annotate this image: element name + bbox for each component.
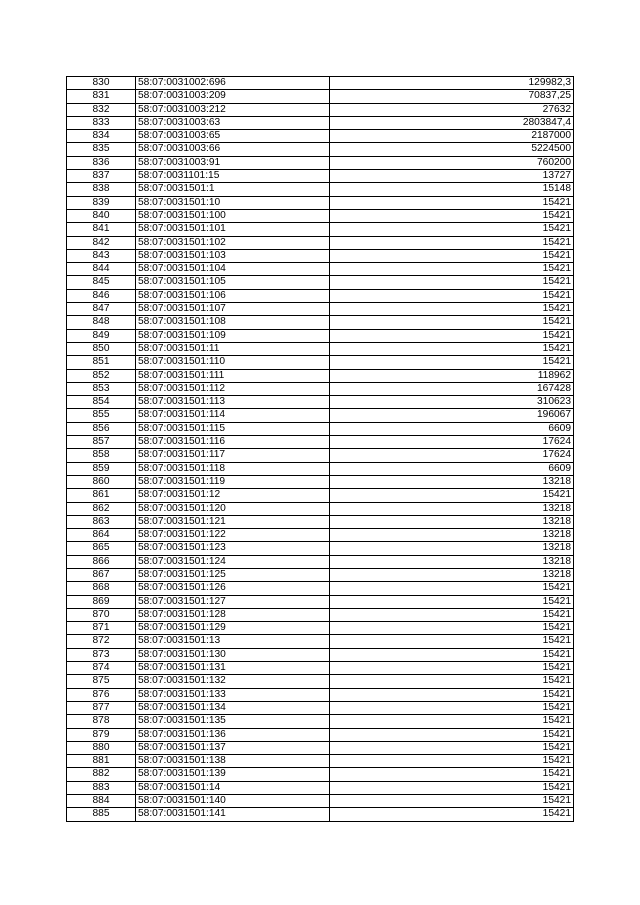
cadastral-number-cell: 58:07:0031501:130 — [136, 648, 330, 661]
value-cell: 27632 — [330, 103, 574, 116]
cadastral-number-cell: 58:07:0031501:131 — [136, 662, 330, 675]
row-number-cell: 842 — [67, 236, 136, 249]
table-row — [67, 422, 574, 435]
value-cell: 15421 — [330, 662, 574, 675]
table-row — [67, 688, 574, 701]
cadastral-number-cell: 58:07:0031501:127 — [136, 595, 330, 608]
row-number-cell: 861 — [67, 489, 136, 502]
table-row — [67, 595, 574, 608]
row-number-cell: 871 — [67, 622, 136, 635]
table-row — [67, 356, 574, 369]
cadastral-number-cell: 58:07:0031501:122 — [136, 529, 330, 542]
value-cell: 15421 — [330, 582, 574, 595]
value-cell: 13218 — [330, 475, 574, 488]
table-row — [67, 409, 574, 422]
cadastral-number-cell: 58:07:0031501:1 — [136, 183, 330, 196]
row-number-cell: 830 — [67, 77, 136, 90]
cadastral-number-cell: 58:07:0031501:124 — [136, 555, 330, 568]
table-row — [67, 608, 574, 621]
table-body — [67, 77, 574, 822]
row-number-cell: 838 — [67, 183, 136, 196]
cadastral-number-cell: 58:07:0031501:138 — [136, 755, 330, 768]
row-number-cell: 843 — [67, 249, 136, 262]
table-row — [67, 515, 574, 528]
cadastral-number-cell: 58:07:0031501:105 — [136, 276, 330, 289]
row-number-cell: 868 — [67, 582, 136, 595]
value-cell: 6609 — [330, 462, 574, 475]
row-number-cell: 854 — [67, 396, 136, 409]
value-cell: 15421 — [330, 608, 574, 621]
table-row — [67, 701, 574, 714]
row-number-cell: 875 — [67, 675, 136, 688]
value-cell: 15421 — [330, 249, 574, 262]
table-row — [67, 276, 574, 289]
value-cell: 13218 — [330, 502, 574, 515]
table-row — [67, 170, 574, 183]
cadastral-number-cell: 58:07:0031003:91 — [136, 156, 330, 169]
table-row — [67, 316, 574, 329]
value-cell: 15421 — [330, 196, 574, 209]
table-row — [67, 90, 574, 103]
value-cell: 70837,25 — [330, 90, 574, 103]
value-cell: 15421 — [330, 755, 574, 768]
value-cell: 129982,3 — [330, 77, 574, 90]
value-cell: 196067 — [330, 409, 574, 422]
cadastral-number-cell: 58:07:0031501:134 — [136, 701, 330, 714]
row-number-cell: 831 — [67, 90, 136, 103]
value-cell: 13218 — [330, 555, 574, 568]
cadastral-number-cell: 58:07:0031501:137 — [136, 741, 330, 754]
row-number-cell: 862 — [67, 502, 136, 515]
value-cell: 15421 — [330, 289, 574, 302]
cadastral-number-cell: 58:07:0031501:13 — [136, 635, 330, 648]
cadastral-number-cell: 58:07:0031501:101 — [136, 223, 330, 236]
value-cell: 13218 — [330, 515, 574, 528]
value-cell: 15421 — [330, 781, 574, 794]
table-row — [67, 555, 574, 568]
table-row — [67, 741, 574, 754]
value-cell: 2187000 — [330, 130, 574, 143]
value-cell: 15421 — [330, 263, 574, 276]
cadastral-number-cell: 58:07:0031501:114 — [136, 409, 330, 422]
table-row — [67, 209, 574, 222]
value-cell: 760200 — [330, 156, 574, 169]
value-cell: 15421 — [330, 675, 574, 688]
table-row — [67, 303, 574, 316]
row-number-cell: 882 — [67, 768, 136, 781]
cadastral-number-cell: 58:07:0031501:141 — [136, 808, 330, 821]
row-number-cell: 844 — [67, 263, 136, 276]
value-cell: 15421 — [330, 715, 574, 728]
cadastral-number-cell: 58:07:0031003:209 — [136, 90, 330, 103]
table-row — [67, 116, 574, 129]
table-row — [67, 77, 574, 90]
table-row — [67, 263, 574, 276]
table-row — [67, 342, 574, 355]
cadastral-number-cell: 58:07:0031501:129 — [136, 622, 330, 635]
row-number-cell: 850 — [67, 342, 136, 355]
row-number-cell: 841 — [67, 223, 136, 236]
table-row — [67, 236, 574, 249]
row-number-cell: 876 — [67, 688, 136, 701]
cadastral-number-cell: 58:07:0031501:135 — [136, 715, 330, 728]
table-row — [67, 382, 574, 395]
table-row — [67, 289, 574, 302]
cadastral-number-cell: 58:07:0031501:128 — [136, 608, 330, 621]
cadastral-number-cell: 58:07:0031501:126 — [136, 582, 330, 595]
row-number-cell: 881 — [67, 755, 136, 768]
row-number-cell: 878 — [67, 715, 136, 728]
cadastral-number-cell: 58:07:0031501:125 — [136, 568, 330, 581]
cadastral-number-cell: 58:07:0031003:65 — [136, 130, 330, 143]
row-number-cell: 872 — [67, 635, 136, 648]
cadastral-number-cell: 58:07:0031501:108 — [136, 316, 330, 329]
value-cell: 15421 — [330, 795, 574, 808]
table-row — [67, 662, 574, 675]
cadastral-number-cell: 58:07:0031501:110 — [136, 356, 330, 369]
value-cell: 5224500 — [330, 143, 574, 156]
row-number-cell: 885 — [67, 808, 136, 821]
value-cell: 6609 — [330, 422, 574, 435]
cadastral-number-cell: 58:07:0031501:12 — [136, 489, 330, 502]
table-row — [67, 143, 574, 156]
value-cell: 15421 — [330, 808, 574, 821]
cadastral-number-cell: 58:07:0031003:66 — [136, 143, 330, 156]
row-number-cell: 834 — [67, 130, 136, 143]
table-row — [67, 436, 574, 449]
table-row — [67, 568, 574, 581]
value-cell: 15421 — [330, 701, 574, 714]
value-cell: 13218 — [330, 568, 574, 581]
value-cell: 15421 — [330, 316, 574, 329]
table-row — [67, 489, 574, 502]
cadastral-number-cell: 58:07:0031501:123 — [136, 542, 330, 555]
cadastral-number-cell: 58:07:0031501:132 — [136, 675, 330, 688]
table-row — [67, 781, 574, 794]
cadastral-number-cell: 58:07:0031501:14 — [136, 781, 330, 794]
cadastral-number-cell: 58:07:0031003:212 — [136, 103, 330, 116]
row-number-cell: 879 — [67, 728, 136, 741]
row-number-cell: 849 — [67, 329, 136, 342]
table-row — [67, 542, 574, 555]
cadastral-number-cell: 58:07:0031501:107 — [136, 303, 330, 316]
row-number-cell: 860 — [67, 475, 136, 488]
row-number-cell: 874 — [67, 662, 136, 675]
value-cell: 15421 — [330, 768, 574, 781]
row-number-cell: 856 — [67, 422, 136, 435]
row-number-cell: 867 — [67, 568, 136, 581]
value-cell: 15421 — [330, 595, 574, 608]
row-number-cell: 833 — [67, 116, 136, 129]
cadastral-number-cell: 58:07:0031501:121 — [136, 515, 330, 528]
table-row — [67, 449, 574, 462]
row-number-cell: 846 — [67, 289, 136, 302]
cadastral-number-cell: 58:07:0031501:117 — [136, 449, 330, 462]
table-row — [67, 768, 574, 781]
row-number-cell: 857 — [67, 436, 136, 449]
table-row — [67, 715, 574, 728]
row-number-cell: 832 — [67, 103, 136, 116]
table-row — [67, 755, 574, 768]
value-cell: 15421 — [330, 635, 574, 648]
row-number-cell: 870 — [67, 608, 136, 621]
row-number-cell: 866 — [67, 555, 136, 568]
cadastral-number-cell: 58:07:0031501:113 — [136, 396, 330, 409]
cadastral-number-cell: 58:07:0031501:139 — [136, 768, 330, 781]
cadastral-number-cell: 58:07:0031501:136 — [136, 728, 330, 741]
row-number-cell: 848 — [67, 316, 136, 329]
value-cell: 15421 — [330, 209, 574, 222]
value-cell: 2803847,4 — [330, 116, 574, 129]
row-number-cell: 864 — [67, 529, 136, 542]
cadastral-number-cell: 58:07:0031501:109 — [136, 329, 330, 342]
row-number-cell: 845 — [67, 276, 136, 289]
row-number-cell: 835 — [67, 143, 136, 156]
row-number-cell: 883 — [67, 781, 136, 794]
row-number-cell: 880 — [67, 741, 136, 754]
table-row — [67, 130, 574, 143]
table-row — [67, 156, 574, 169]
row-number-cell: 865 — [67, 542, 136, 555]
row-number-cell: 847 — [67, 303, 136, 316]
table-row — [67, 808, 574, 821]
cadastral-number-cell: 58:07:0031501:100 — [136, 209, 330, 222]
row-number-cell: 851 — [67, 356, 136, 369]
value-cell: 17624 — [330, 436, 574, 449]
value-cell: 15421 — [330, 688, 574, 701]
cadastre-table — [66, 76, 574, 822]
row-number-cell: 859 — [67, 462, 136, 475]
table-row — [67, 529, 574, 542]
value-cell: 15421 — [330, 303, 574, 316]
cadastral-number-cell: 58:07:0031501:111 — [136, 369, 330, 382]
table-row — [67, 728, 574, 741]
table-row — [67, 475, 574, 488]
cadastral-number-cell: 58:07:0031501:112 — [136, 382, 330, 395]
cadastre-table-container — [66, 76, 574, 822]
value-cell: 13727 — [330, 170, 574, 183]
cadastral-number-cell: 58:07:0031501:104 — [136, 263, 330, 276]
cadastral-number-cell: 58:07:0031101:15 — [136, 170, 330, 183]
cadastral-number-cell: 58:07:0031501:140 — [136, 795, 330, 808]
cadastral-number-cell: 58:07:0031501:106 — [136, 289, 330, 302]
cadastral-number-cell: 58:07:0031003:63 — [136, 116, 330, 129]
cadastral-number-cell: 58:07:0031501:10 — [136, 196, 330, 209]
table-row — [67, 249, 574, 262]
row-number-cell: 863 — [67, 515, 136, 528]
table-row — [67, 396, 574, 409]
table-row — [67, 795, 574, 808]
row-number-cell: 855 — [67, 409, 136, 422]
table-row — [67, 103, 574, 116]
row-number-cell: 853 — [67, 382, 136, 395]
table-row — [67, 369, 574, 382]
cadastral-number-cell: 58:07:0031002:696 — [136, 77, 330, 90]
value-cell: 13218 — [330, 542, 574, 555]
value-cell: 15421 — [330, 236, 574, 249]
value-cell: 15421 — [330, 728, 574, 741]
table-row — [67, 502, 574, 515]
row-number-cell: 877 — [67, 701, 136, 714]
table-row — [67, 223, 574, 236]
row-number-cell: 836 — [67, 156, 136, 169]
value-cell: 15421 — [330, 622, 574, 635]
value-cell: 167428 — [330, 382, 574, 395]
table-row — [67, 582, 574, 595]
value-cell: 15148 — [330, 183, 574, 196]
row-number-cell: 839 — [67, 196, 136, 209]
cadastral-number-cell: 58:07:0031501:103 — [136, 249, 330, 262]
row-number-cell: 840 — [67, 209, 136, 222]
cadastral-number-cell: 58:07:0031501:102 — [136, 236, 330, 249]
value-cell: 118962 — [330, 369, 574, 382]
table-row — [67, 329, 574, 342]
value-cell: 15421 — [330, 741, 574, 754]
row-number-cell: 858 — [67, 449, 136, 462]
table-row — [67, 622, 574, 635]
value-cell: 13218 — [330, 529, 574, 542]
value-cell: 15421 — [330, 342, 574, 355]
value-cell: 15421 — [330, 648, 574, 661]
cadastral-number-cell: 58:07:0031501:120 — [136, 502, 330, 515]
table-row — [67, 183, 574, 196]
cadastral-number-cell: 58:07:0031501:133 — [136, 688, 330, 701]
value-cell: 15421 — [330, 276, 574, 289]
value-cell: 310623 — [330, 396, 574, 409]
cadastral-number-cell: 58:07:0031501:119 — [136, 475, 330, 488]
cadastral-number-cell: 58:07:0031501:118 — [136, 462, 330, 475]
cadastral-number-cell: 58:07:0031501:11 — [136, 342, 330, 355]
row-number-cell: 837 — [67, 170, 136, 183]
value-cell: 17624 — [330, 449, 574, 462]
table-row — [67, 648, 574, 661]
table-row — [67, 196, 574, 209]
value-cell: 15421 — [330, 329, 574, 342]
cadastral-number-cell: 58:07:0031501:116 — [136, 436, 330, 449]
value-cell: 15421 — [330, 223, 574, 236]
row-number-cell: 873 — [67, 648, 136, 661]
value-cell: 15421 — [330, 489, 574, 502]
row-number-cell: 869 — [67, 595, 136, 608]
row-number-cell: 852 — [67, 369, 136, 382]
table-row — [67, 462, 574, 475]
table-row — [67, 635, 574, 648]
value-cell: 15421 — [330, 356, 574, 369]
row-number-cell: 884 — [67, 795, 136, 808]
cadastral-number-cell: 58:07:0031501:115 — [136, 422, 330, 435]
table-row — [67, 675, 574, 688]
